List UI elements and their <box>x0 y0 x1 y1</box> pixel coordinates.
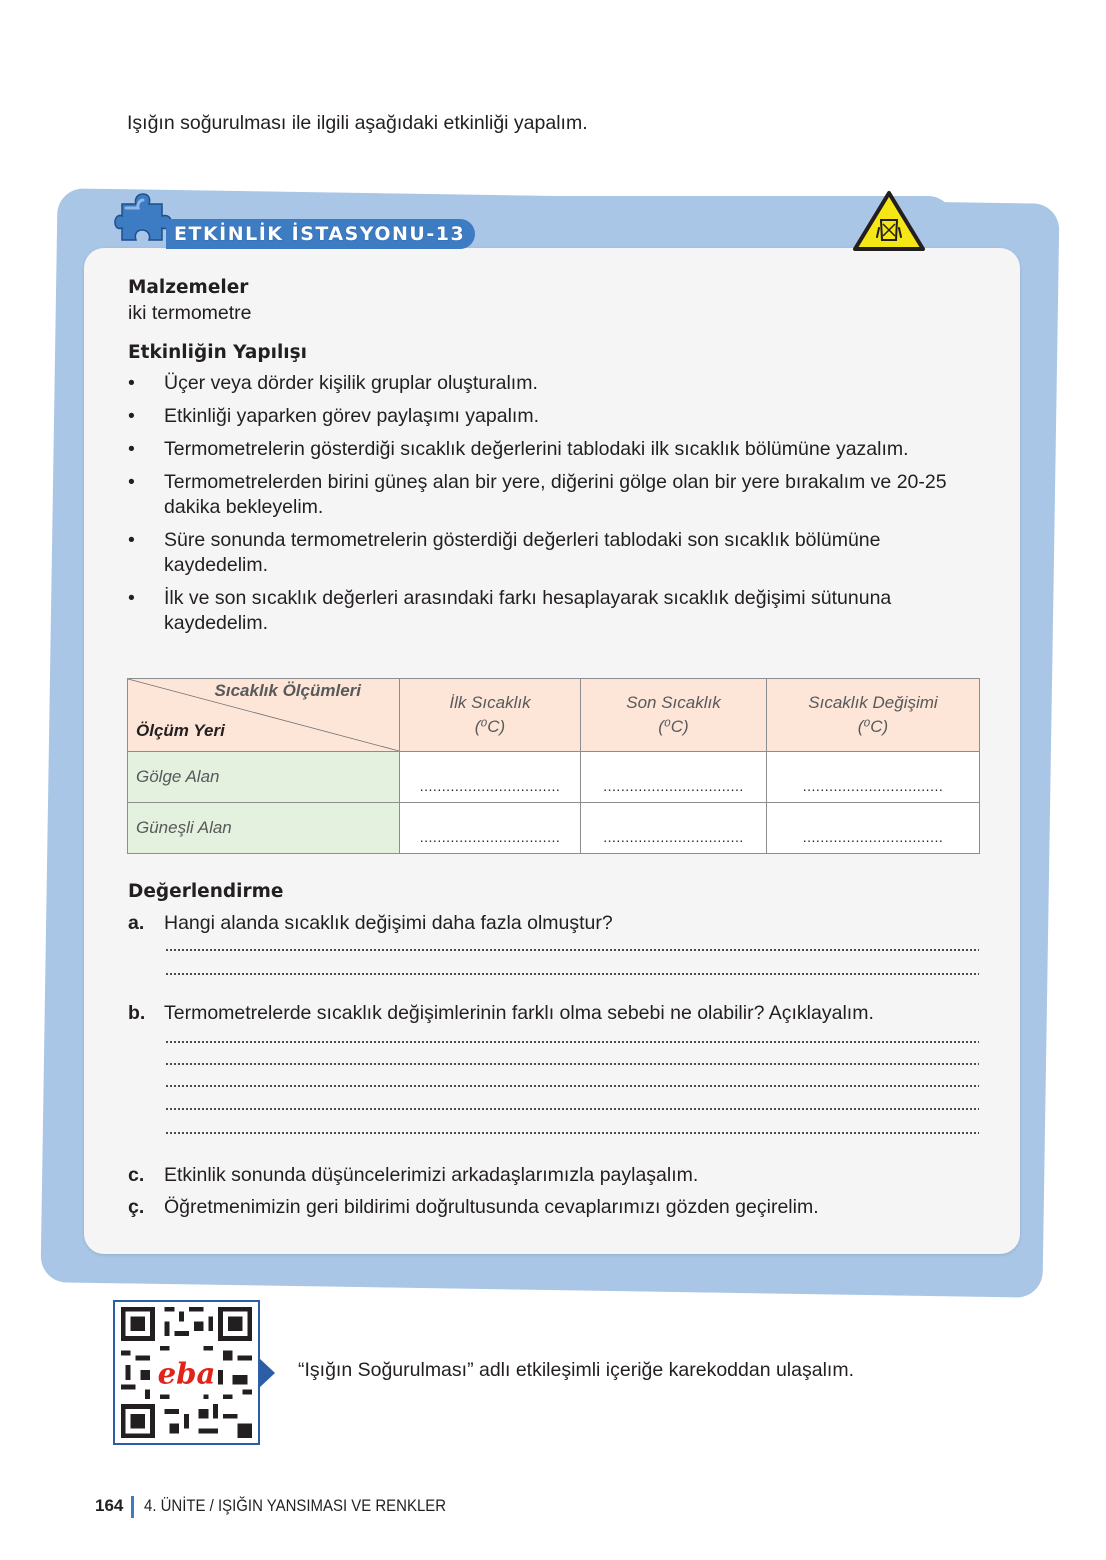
answer-blank[interactable]: ................................ <box>581 803 767 854</box>
question-c-cedilla <box>128 1196 819 1219</box>
answer-blank[interactable]: ................................ <box>400 803 581 854</box>
column-unit: (⁰C) <box>474 717 506 736</box>
qr-caption: “Işığın Soğurulması” adlı etkileşimli içeriğe karekoddan ulaşalım. <box>298 1359 854 1381</box>
materials-text: iki termometre <box>128 302 252 324</box>
question-letter: b. <box>128 1002 146 1024</box>
column-name: Sıcaklık Değişimi <box>808 693 938 712</box>
page-footer <box>95 1496 488 1518</box>
activity-title: ETKİNLİK İSTASYONU-13 <box>166 219 475 249</box>
intro-text: Işığın soğurulması ile ilgili aşağıdaki etkinliği yapalım. <box>127 112 588 134</box>
table-row <box>128 803 980 854</box>
qr-code-icon[interactable] <box>113 1300 260 1445</box>
question-text: Öğretmenimizin geri bildirimi doğrultusunda cevaplarımızı gözden geçirelim. <box>164 1196 819 1218</box>
answer-blank[interactable]: ................................ <box>581 752 767 803</box>
question-a <box>128 912 613 935</box>
answer-line[interactable] <box>165 1131 979 1135</box>
question-text: Etkinlik sonunda düşüncelerimizi arkadaşlarımızla paylaşalım. <box>164 1164 699 1186</box>
column-header <box>767 679 980 752</box>
procedure-heading: Etkinliğin Yapılışı <box>128 342 307 363</box>
column-name: Son Sıcaklık <box>626 693 721 712</box>
page-number: 164 <box>95 1496 124 1516</box>
materials-heading: Malzemeler <box>128 277 249 298</box>
answer-line[interactable] <box>165 1062 979 1066</box>
unit-title: 4. ÜNİTE / IŞIĞIN YANSIMASI VE RENKLER <box>144 1496 447 1516</box>
row-label: Gölge Alan <box>128 752 400 803</box>
procedure-steps <box>128 371 980 644</box>
answer-blank[interactable]: ................................ <box>767 752 980 803</box>
corner-top-label: Sıcaklık Ölçümleri <box>214 681 361 700</box>
evaluation-heading: Değerlendirme <box>128 881 284 902</box>
answer-line[interactable] <box>165 972 979 976</box>
question-text: Termometrelerde sıcaklık değişimlerinin farklı olma sebebi ne olabilir? Açıklayalım. <box>164 1002 874 1024</box>
answer-line[interactable] <box>165 948 979 952</box>
step-item: • Termometrelerden birini güneş alan bir yere, diğerini gölge olan bir yere bırakalım ve 20-25 dakika bekleyelim. <box>128 470 980 520</box>
eba-logo: eba <box>157 1356 216 1391</box>
question-b <box>128 1002 874 1025</box>
step-item: • Süre sonunda termometrelerin gösterdiği değerleri tablodaki son sıcaklık bölümüne kaydedelim. <box>128 528 980 578</box>
step-item: • Termometrelerin gösterdiği sıcaklık değerlerini tablodaki ilk sıcaklık bölümüne yazalım. <box>128 437 980 462</box>
answer-blank[interactable]: ................................ <box>400 752 581 803</box>
step-item: • Etkinliği yaparken görev paylaşımı yapalım. <box>128 404 980 429</box>
step-item: • İlk ve son sıcaklık değerleri arasındaki farkı hesaplayarak sıcaklık değişimi sütununa kaydedelim. <box>128 586 980 636</box>
step-item: • Üçer veya dörder kişilik gruplar oluşturalım. <box>128 371 980 396</box>
answer-blank[interactable]: ................................ <box>767 803 980 854</box>
answer-line[interactable] <box>165 1107 979 1111</box>
column-unit: (⁰C) <box>857 717 889 736</box>
answer-line[interactable] <box>165 1084 979 1088</box>
row-label: Güneşli Alan <box>128 803 400 854</box>
hazard-warning-icon <box>852 190 926 252</box>
puzzle-piece-icon <box>114 188 172 246</box>
column-header <box>581 679 767 752</box>
column-unit: (⁰C) <box>658 717 689 736</box>
question-c <box>128 1164 698 1187</box>
corner-bottom-label: Ölçüm Yeri <box>136 721 225 740</box>
column-header <box>400 679 581 752</box>
arrow-right-icon <box>259 1358 275 1388</box>
question-letter: a. <box>128 912 145 934</box>
question-text: Hangi alanda sıcaklık değişimi daha fazla olmuştur? <box>164 912 613 934</box>
footer-divider <box>131 1496 134 1518</box>
question-letter: c. <box>128 1164 145 1186</box>
answer-line[interactable] <box>165 1040 979 1044</box>
question-letter: ç. <box>128 1196 145 1218</box>
column-name: İlk Sıcaklık <box>449 693 531 712</box>
table-row <box>128 752 980 803</box>
table-corner-cell <box>128 679 400 752</box>
measurement-table <box>127 678 980 854</box>
